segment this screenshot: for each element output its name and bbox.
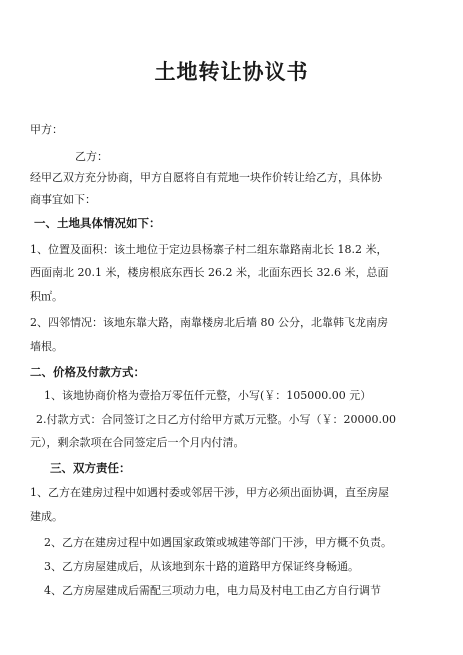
section-3-item-3: 3、乙方房屋建成后，从该地到东十路的道路甲方保证终身畅通。	[44, 560, 359, 573]
section-1-item-1-line-3: 积㎡。	[30, 290, 63, 303]
party-b-label: 乙方：	[75, 150, 108, 163]
document-title: 土地转让协议书	[154, 60, 309, 84]
section-2-item-2-line-2: 元），剩余款项在合同签定后一个月内付清。	[30, 436, 245, 449]
section-3-item-1-line-1: 1、乙方在建房过程中如遇村委或邻居干涉，甲方必须出面协调，直至房屋	[30, 486, 389, 499]
section-2-heading: 二、价格及付款方式：	[30, 365, 145, 379]
section-1-item-2-line-2: 墙根。	[30, 340, 63, 353]
section-1-item-1-line-1: 1、位置及面积：该土地位于定边县杨寨子村二组东靠路南北长 18.2 米，	[30, 243, 388, 256]
section-3-heading: 三、双方责任：	[50, 461, 131, 475]
section-1-heading: 一、土地具体情况如下：	[34, 216, 161, 230]
section-3-item-4: 4、乙方房屋建成后需配三项动力电，电力局及村电工由乙方自行调节	[44, 584, 381, 597]
section-1-item-2-line-1: 2、四邻情况：该地东靠大路，南靠楼房北后墙 80 公分，北靠韩飞龙南房	[30, 316, 388, 329]
section-3-item-2: 2、乙方在建房过程中如遇国家政策或城建等部门干涉，甲方概不负责。	[44, 536, 392, 549]
section-3-item-1-line-2: 建成。	[30, 510, 63, 523]
section-2-item-2-line-1: 2.付款方式：合同签订之日乙方付给甲方贰万元整。小写（￥：20000.00	[36, 413, 396, 426]
section-2-item-1: 1、该地协商价格为壹拾万零伍仟元整，小写(￥：105000.00 元）	[44, 389, 372, 402]
intro-line-2: 商事宜如下：	[30, 193, 96, 206]
party-a-label: 甲方：	[30, 123, 63, 136]
section-1-item-1-line-2: 西面南北 20.1 米，楼房根底东西长 26.2 米，北面东西长 32.6 米，总面	[30, 266, 389, 279]
intro-line-1: 经甲乙双方充分协商，甲方自愿将自有荒地一块作价转让给乙方，具体协	[30, 171, 382, 184]
